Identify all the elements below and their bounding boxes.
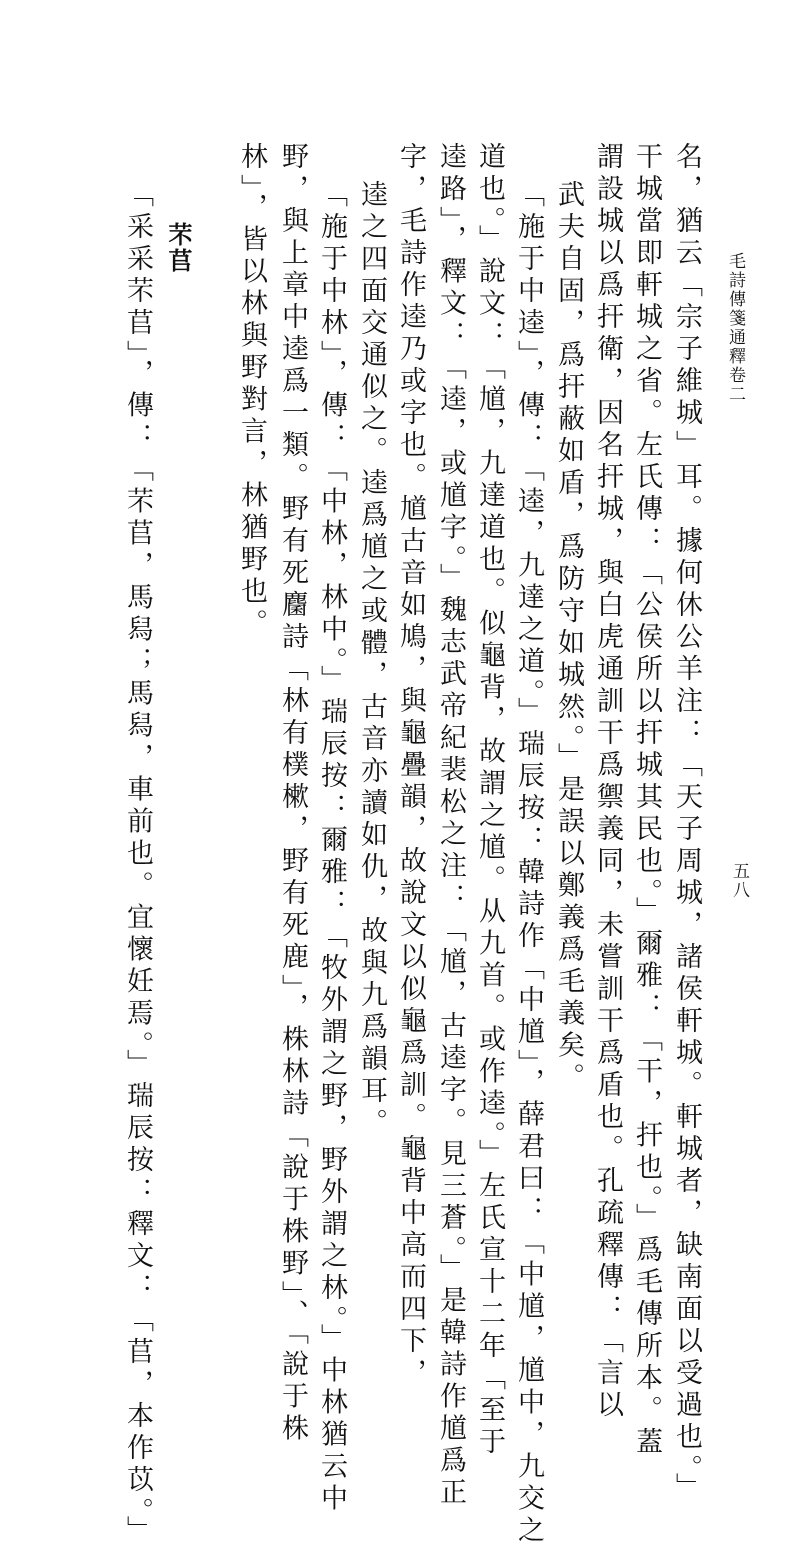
- text-line: 字，毛詩作逵乃或字也。馗古音如鳩，與龜疊韻，故說文以似龜爲訓。龜背中高而四下，: [395, 142, 426, 1390]
- text-line: 干城當即軒城之省。左氏傳：「公侯所以扞城其民也。」爾雅：「干，扞也。」爲毛傳所本。蓋: [631, 142, 662, 1459]
- text-line: 名，猶云「宗子維城」耳。據何休公羊注：「天子周城，諸侯軒城。軒城者，缺南面以受過也。」: [671, 142, 702, 1505]
- paragraph-start-line: 「施于中林」，傳：「中林，林中。」瑞辰按：爾雅：「牧外謂之野，野外謂之林。」中林猶云中: [316, 180, 347, 1516]
- text-line: 逵之四面交通似之。逵爲馗之或體，古音亦讀如仇，故與九爲韻耳。: [356, 180, 387, 1140]
- page-number: 五八: [729, 862, 749, 900]
- text-line: 道也。」說文：「馗，九達道也。似龜背，故謂之馗。从九首。或作逵。」左氏宣十二年「至于: [474, 142, 505, 1459]
- paragraph-start-line: 「施于中逵」，傳：「逵，九達之道。」瑞辰按：韓詩作「中馗」，薛君曰：「中馗，馗中，九交之: [513, 180, 544, 1548]
- running-header: 毛詩傳箋通釋卷二: [725, 252, 745, 404]
- text-line: 野，與上章中逵爲一類。野有死麕詩「林有樸樕，野有死鹿」，株林詩「說于株野」、「說于株: [277, 142, 308, 1446]
- section-title: 芣苢: [164, 222, 192, 274]
- text-line: 謂設城以爲扞衛，因名扞城，與白虎通訓干爲禦義同，未嘗訓干爲盾也。孔疏釋傳：「言以: [592, 142, 623, 1422]
- text-line: 「采采芣苢」，傳：「芣苢，馬舄；馬舄，車前也。宜懷妊焉。」瑞辰按：釋文：「苢，本作苡。」: [122, 180, 153, 1548]
- text-line: 逵路」，釋文：「逵，或馗字。」魏志武帝紀裴松之注：「馗，古逵字。見三蒼。」是韓詩作馗爲正: [435, 142, 466, 1510]
- text-line: 林」，皆以林與野對言，林猶野也。: [236, 142, 267, 641]
- text-line: 武夫自固，爲扞蔽如盾，爲防守如城然。」是誤以鄭義爲毛義矣。: [553, 180, 584, 1095]
